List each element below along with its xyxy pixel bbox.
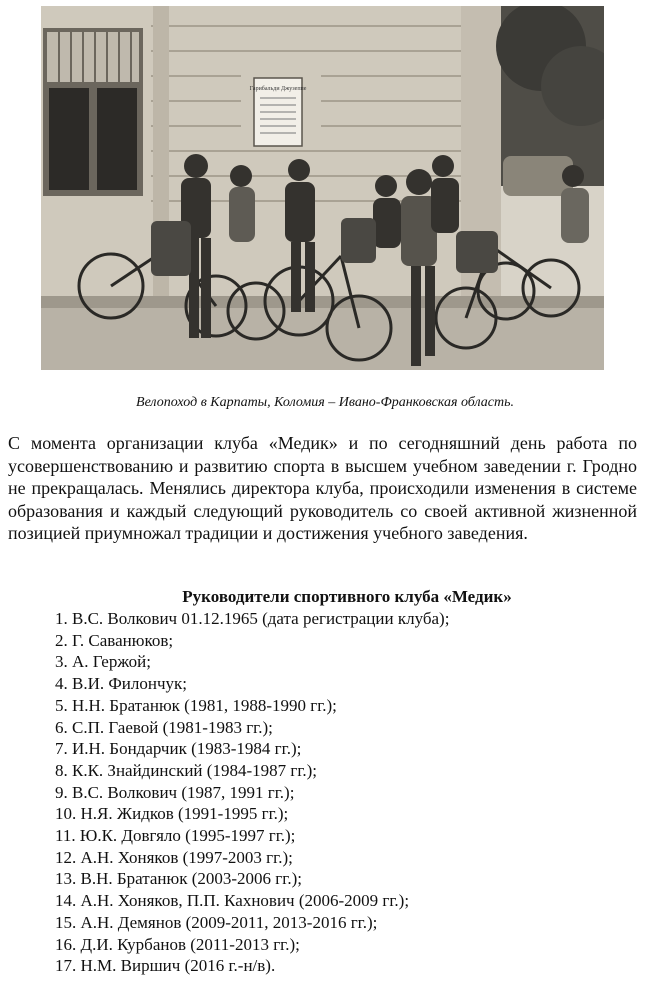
list-item: 12. А.Н. Хоняков (1997-2003 гг.); (55, 847, 293, 867)
list-item: 7. И.Н. Бондарчик (1983-1984 гг.); (55, 739, 302, 759)
list-item: 13. В.Н. Братанюк (2003-2006 гг.); (55, 869, 302, 889)
list-item: 10. Н.Я. Жидков (1991-1995 гг.); (55, 804, 289, 824)
photo-caption: Велопоход в Карпаты, Коломия – Ивано-Франковская область. (136, 395, 514, 410)
list-item: 16. Д.И. Курбанов (2011-2013 гг.); (55, 934, 300, 954)
list-item: 9. В.С. Волкович (1987, 1991 гг.); (55, 782, 295, 802)
photo-illustration (41, 6, 604, 370)
list-item: 6. С.П. Гаевой (1981-1983 гг.); (55, 717, 273, 737)
plaque-text: Гарибальди Джузеппе (249, 86, 307, 92)
list-item: 5. Н.Н. Братанюк (1981, 1988-1990 гг.); (55, 695, 337, 715)
intro-paragraph: С момента организации клуба «Медик» и по сегодняшний день работа по усовершенствованию и развитию спорта в высшем учебном заведении г. Гродно не прекращалась. Менялись директора клуба, происходили изменения в системе образования и каждый следующий руководитель со своей активной жизненной позицией приумножал традиции и достижения учебного заведения. (8, 433, 637, 543)
list-item: 8. К.К. Знайдинский (1984-1987 гг.); (55, 760, 318, 780)
list-item: 15. А.Н. Демянов (2009-2011, 2013-2016 гг.); (55, 912, 378, 932)
leaders-list (55, 608, 449, 977)
list-item: 17. Н.М. Виршич (2016 г.-н/в). (55, 956, 276, 976)
group-photo-cyclists (41, 6, 604, 370)
list-item: 3. А. Гержой; (55, 652, 151, 672)
leaders-heading: Руководители спортивного клуба «Медик» (182, 587, 512, 606)
list-item: 11. Ю.К. Довгяло (1995-1997 гг.); (55, 826, 296, 846)
list-item: 2. Г. Саванюков; (55, 630, 174, 650)
list-item: 14. А.Н. Хоняков, П.П. Кахнович (2006-2009 гг.); (55, 891, 410, 911)
list-item: 4. В.И. Филончук; (55, 674, 188, 694)
list-item: 1. В.С. Волкович 01.12.1965 (дата регистрации клуба); (55, 609, 450, 628)
